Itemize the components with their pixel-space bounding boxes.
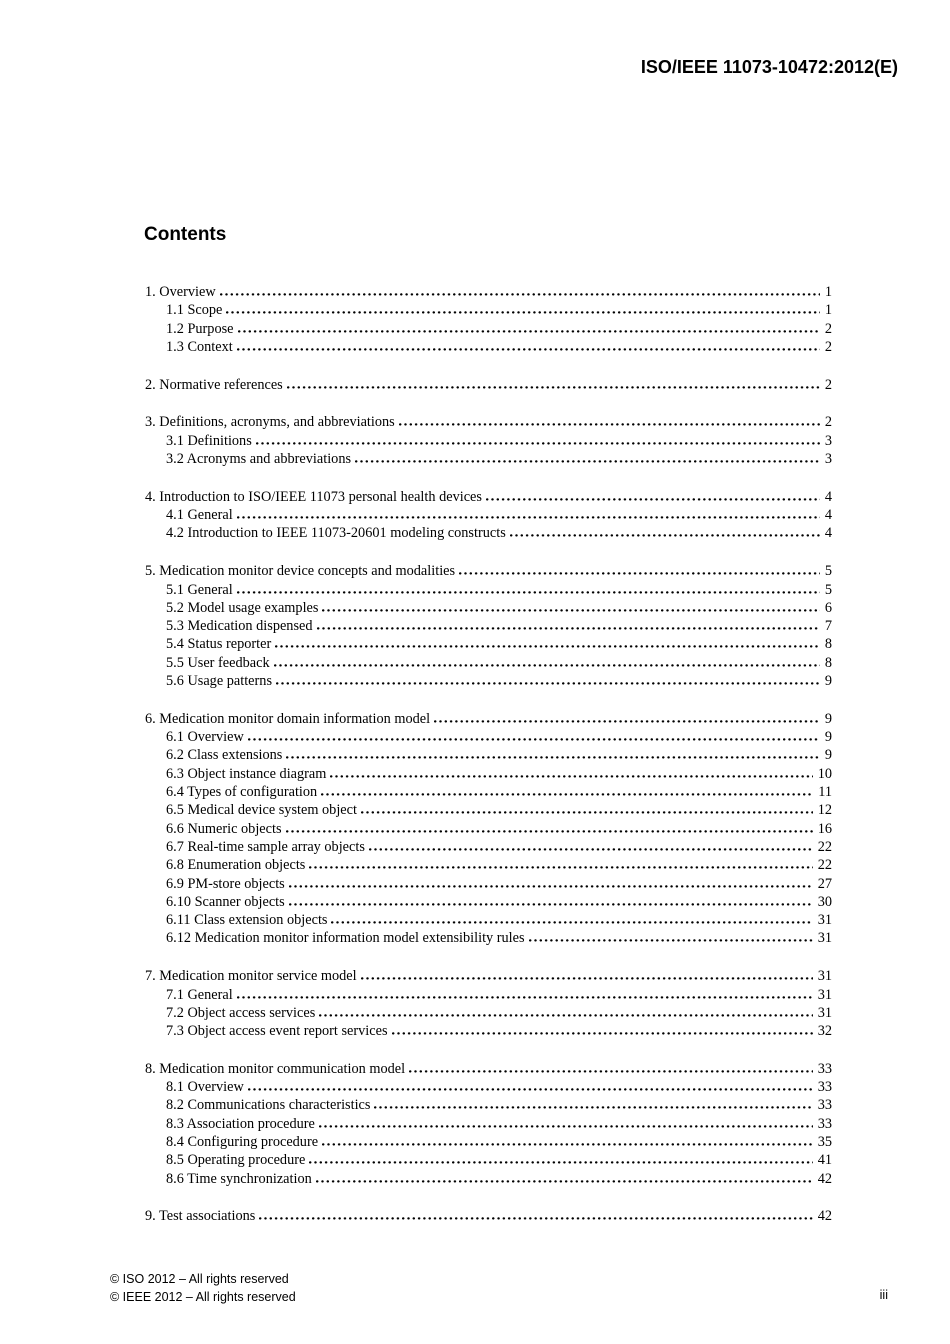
toc-entry-label: 1. Overview <box>145 284 216 300</box>
toc-subentry-label: 7.2 Object access services <box>166 1004 316 1021</box>
dot-leader <box>276 682 820 685</box>
toc-subentry-page: 31 <box>817 986 832 1003</box>
dot-leader <box>319 1125 813 1128</box>
toc-subentry-label: 6.12 Medication monitor information model extensibility rules <box>166 930 525 947</box>
toc-subentry <box>145 986 832 1004</box>
dot-leader <box>399 423 820 426</box>
toc-subentry-label: 6.3 Object instance diagram <box>166 765 327 782</box>
toc-subentry <box>145 1078 832 1096</box>
toc-subentry <box>145 875 832 893</box>
toc-subentry <box>145 765 832 783</box>
dot-leader <box>309 1161 812 1164</box>
toc-subentry-page: 2 <box>824 338 832 355</box>
dot-leader <box>220 293 820 296</box>
toc-subentry-page: 1 <box>824 302 832 319</box>
copyright-iso: © ISO 2012 – All rights reserved <box>110 1272 289 1286</box>
toc-subentry <box>145 1170 832 1188</box>
toc-subentry-label: 5.4 Status reporter <box>166 636 272 653</box>
toc-subentry-page: 22 <box>817 838 832 855</box>
dot-leader <box>316 1180 813 1183</box>
dot-leader <box>237 516 820 519</box>
toc-subentry-label: 6.5 Medical device system object <box>166 802 357 819</box>
dot-leader <box>317 627 820 630</box>
dot-leader <box>321 793 813 796</box>
toc-subentry <box>145 1096 832 1114</box>
dot-leader <box>510 534 820 537</box>
toc-section <box>145 1060 832 1188</box>
contents-heading: Contents <box>144 224 227 245</box>
toc-subentry <box>145 338 832 356</box>
toc-subentry-page: 31 <box>817 930 832 947</box>
toc-subentry-page: 3 <box>824 451 832 468</box>
toc-subentry-label: 8.3 Association procedure <box>166 1115 315 1132</box>
toc-subentry-page: 22 <box>817 857 832 874</box>
toc-subentry-label: 5.2 Model usage examples <box>166 599 319 616</box>
toc-subentry-page: 9 <box>824 747 832 764</box>
toc-subentry-page: 10 <box>817 765 832 782</box>
table-of-contents <box>145 283 832 1226</box>
toc-subentry-label: 6.1 Overview <box>166 729 244 746</box>
dot-leader <box>287 386 820 389</box>
toc-subentry-page: 31 <box>817 1004 832 1021</box>
toc-section <box>145 488 832 543</box>
toc-subentry-page: 35 <box>817 1134 832 1151</box>
toc-section <box>145 562 832 690</box>
dot-leader <box>286 756 819 759</box>
page-footer <box>110 1270 296 1306</box>
toc-subentry-page: 33 <box>817 1079 832 1096</box>
dot-leader <box>274 664 820 667</box>
toc-subentry <box>145 301 832 319</box>
toc-subentry-page: 6 <box>824 599 832 616</box>
toc-subentry-label: 8.6 Time synchronization <box>166 1170 312 1187</box>
dot-leader <box>238 330 820 333</box>
toc-subentry-page: 3 <box>824 432 832 449</box>
toc-subentry <box>145 856 832 874</box>
toc-entry-page: 2 <box>824 414 832 431</box>
toc-subentry-page: 27 <box>817 875 832 892</box>
toc-entry-label: 7. Medication monitor service model <box>145 968 357 985</box>
copyright-ieee: © IEEE 2012 – All rights reserved <box>110 1290 296 1304</box>
toc-entry-page: 4 <box>824 488 832 505</box>
toc-entry-label: 5. Medication monitor device concepts and modalities <box>145 563 456 580</box>
toc-entry-page: 2 <box>824 376 832 393</box>
dot-leader <box>529 939 813 942</box>
toc-subentry-page: 30 <box>817 893 832 910</box>
toc-subentry-page: 33 <box>817 1115 832 1132</box>
toc-entry-page: 33 <box>817 1060 832 1077</box>
toc-subentry-label: 4.1 General <box>166 507 233 524</box>
toc-subentry <box>145 929 832 947</box>
toc-entry <box>145 1060 832 1078</box>
toc-entry-page: 1 <box>824 284 832 300</box>
toc-subentry-label: 6.8 Enumeration objects <box>166 857 306 874</box>
toc-subentry-page: 9 <box>824 729 832 746</box>
toc-subentry-page: 12 <box>817 802 832 819</box>
dot-leader <box>330 775 812 778</box>
toc-section <box>145 283 832 356</box>
toc-section <box>145 967 832 1040</box>
toc-subentry-page: 9 <box>824 673 832 690</box>
toc-subentry-label: 1.3 Context <box>166 338 233 355</box>
toc-entry-label: 2. Normative references <box>145 376 283 393</box>
toc-subentry-label: 8.2 Communications characteristics <box>166 1097 371 1114</box>
toc-subentry-label: 5.6 Usage patterns <box>166 673 273 690</box>
dot-leader <box>361 977 813 980</box>
dot-leader <box>309 866 812 869</box>
dot-leader <box>248 738 820 741</box>
toc-subentry <box>145 1115 832 1133</box>
toc-subentry-label: 7.1 General <box>166 986 233 1003</box>
toc-subentry <box>145 617 832 635</box>
toc-subentry-label: 6.6 Numeric objects <box>166 820 282 837</box>
toc-subentry-page: 42 <box>817 1170 832 1187</box>
dot-leader <box>237 348 820 351</box>
toc-entry-label: 9. Test associations <box>145 1208 256 1225</box>
toc-entry-label: 6. Medication monitor domain information model <box>145 710 431 727</box>
toc-subentry <box>145 911 832 929</box>
toc-subentry <box>145 838 832 856</box>
document-id-header: ISO/IEEE 11073-10472:2012(E) <box>640 57 898 77</box>
dot-leader <box>289 903 813 906</box>
dot-leader <box>237 996 813 999</box>
toc-entry <box>145 376 832 394</box>
toc-entry-label: 4. Introduction to ISO/IEEE 11073 personal health devices <box>145 488 482 505</box>
dot-leader <box>355 460 820 463</box>
toc-subentry-label: 7.3 Object access event report services <box>166 1023 388 1040</box>
toc-subentry-label: 1.1 Scope <box>166 302 223 319</box>
toc-subentry <box>145 432 832 450</box>
toc-subentry-page: 11 <box>818 784 832 801</box>
toc-subentry-page: 32 <box>817 1023 832 1040</box>
toc-section <box>145 376 832 394</box>
toc-subentry <box>145 820 832 838</box>
toc-subentry <box>145 506 832 524</box>
dot-leader <box>256 442 820 445</box>
dot-leader <box>248 1088 813 1091</box>
toc-subentry-label: 6.2 Class extensions <box>166 747 283 764</box>
toc-subentry-label: 8.4 Configuring procedure <box>166 1134 319 1151</box>
toc-entry <box>145 283 832 301</box>
toc-subentry-label: 6.9 PM-store objects <box>166 875 285 892</box>
toc-subentry-label: 5.5 User feedback <box>166 654 270 671</box>
toc-subentry-label: 6.10 Scanner objects <box>166 893 285 910</box>
dot-leader <box>322 1143 813 1146</box>
toc-subentry-page: 31 <box>817 912 832 929</box>
dot-leader <box>289 885 813 888</box>
toc-subentry <box>145 1151 832 1169</box>
toc-subentry <box>145 524 832 542</box>
dot-leader <box>319 1014 812 1017</box>
toc-subentry <box>145 654 832 672</box>
toc-subentry <box>145 728 832 746</box>
toc-entry <box>145 488 832 506</box>
dot-leader <box>409 1070 813 1073</box>
toc-subentry-page: 8 <box>824 654 832 671</box>
toc-subentry-label: 3.1 Definitions <box>166 432 252 449</box>
toc-entry-page: 42 <box>817 1208 832 1225</box>
toc-subentry-page: 5 <box>824 581 832 598</box>
toc-entry-page: 5 <box>824 563 832 580</box>
dot-leader <box>434 720 820 723</box>
toc-subentry <box>145 581 832 599</box>
dot-leader <box>369 848 813 851</box>
toc-subentry-label: 8.1 Overview <box>166 1079 244 1096</box>
dot-leader <box>392 1032 813 1035</box>
toc-subentry-page: 16 <box>817 820 832 837</box>
toc-section <box>145 1207 832 1225</box>
toc-entry <box>145 967 832 985</box>
toc-subentry-page: 7 <box>824 618 832 635</box>
toc-subentry-label: 4.2 Introduction to IEEE 11073-20601 modeling constructs <box>166 525 506 542</box>
toc-entry-label: 8. Medication monitor communication model <box>145 1060 406 1077</box>
dot-leader <box>275 645 820 648</box>
toc-subentry-label: 6.11 Class extension objects <box>166 912 328 929</box>
toc-subentry-label: 1.2 Purpose <box>166 320 234 337</box>
toc-entry-page: 31 <box>817 968 832 985</box>
page-number: iii <box>879 1288 888 1302</box>
toc-subentry-label: 5.3 Medication dispensed <box>166 618 313 635</box>
toc-subentry-page: 2 <box>824 320 832 337</box>
toc-subentry <box>145 672 832 690</box>
toc-subentry <box>145 893 832 911</box>
toc-entry <box>145 562 832 580</box>
toc-subentry <box>145 1022 832 1040</box>
toc-subentry <box>145 783 832 801</box>
dot-leader <box>322 609 819 612</box>
dot-leader <box>331 921 812 924</box>
toc-subentry <box>145 746 832 764</box>
toc-section <box>145 413 832 468</box>
toc-subentry <box>145 635 832 653</box>
toc-entry <box>145 413 832 431</box>
toc-subentry-page: 41 <box>817 1152 832 1169</box>
toc-entry <box>145 710 832 728</box>
dot-leader <box>459 572 820 575</box>
toc-entry <box>145 1207 832 1225</box>
toc-subentry <box>145 320 832 338</box>
dot-leader <box>361 811 813 814</box>
toc-subentry <box>145 801 832 819</box>
toc-subentry <box>145 1004 832 1022</box>
toc-subentry-page: 4 <box>824 507 832 524</box>
toc-subentry-label: 3.2 Acronyms and abbreviations <box>166 451 352 468</box>
toc-entry-label: 3. Definitions, acronyms, and abbreviations <box>145 414 395 431</box>
toc-section <box>145 710 832 948</box>
toc-subentry-label: 6.4 Types of configuration <box>166 784 318 801</box>
toc-subentry-label: 6.7 Real-time sample array objects <box>166 838 365 855</box>
dot-leader <box>226 311 819 314</box>
toc-subentry-page: 8 <box>824 636 832 653</box>
dot-leader <box>286 830 813 833</box>
toc-subentry-page: 33 <box>817 1097 832 1114</box>
toc-entry-page: 9 <box>824 710 832 727</box>
dot-leader <box>259 1217 812 1220</box>
dot-leader <box>237 591 820 594</box>
toc-subentry-label: 5.1 General <box>166 581 233 598</box>
toc-subentry <box>145 1133 832 1151</box>
dot-leader <box>374 1106 812 1109</box>
toc-subentry <box>145 599 832 617</box>
toc-subentry-label: 8.5 Operating procedure <box>166 1152 306 1169</box>
toc-subentry-page: 4 <box>824 525 832 542</box>
toc-subentry <box>145 450 832 468</box>
dot-leader <box>486 498 820 501</box>
